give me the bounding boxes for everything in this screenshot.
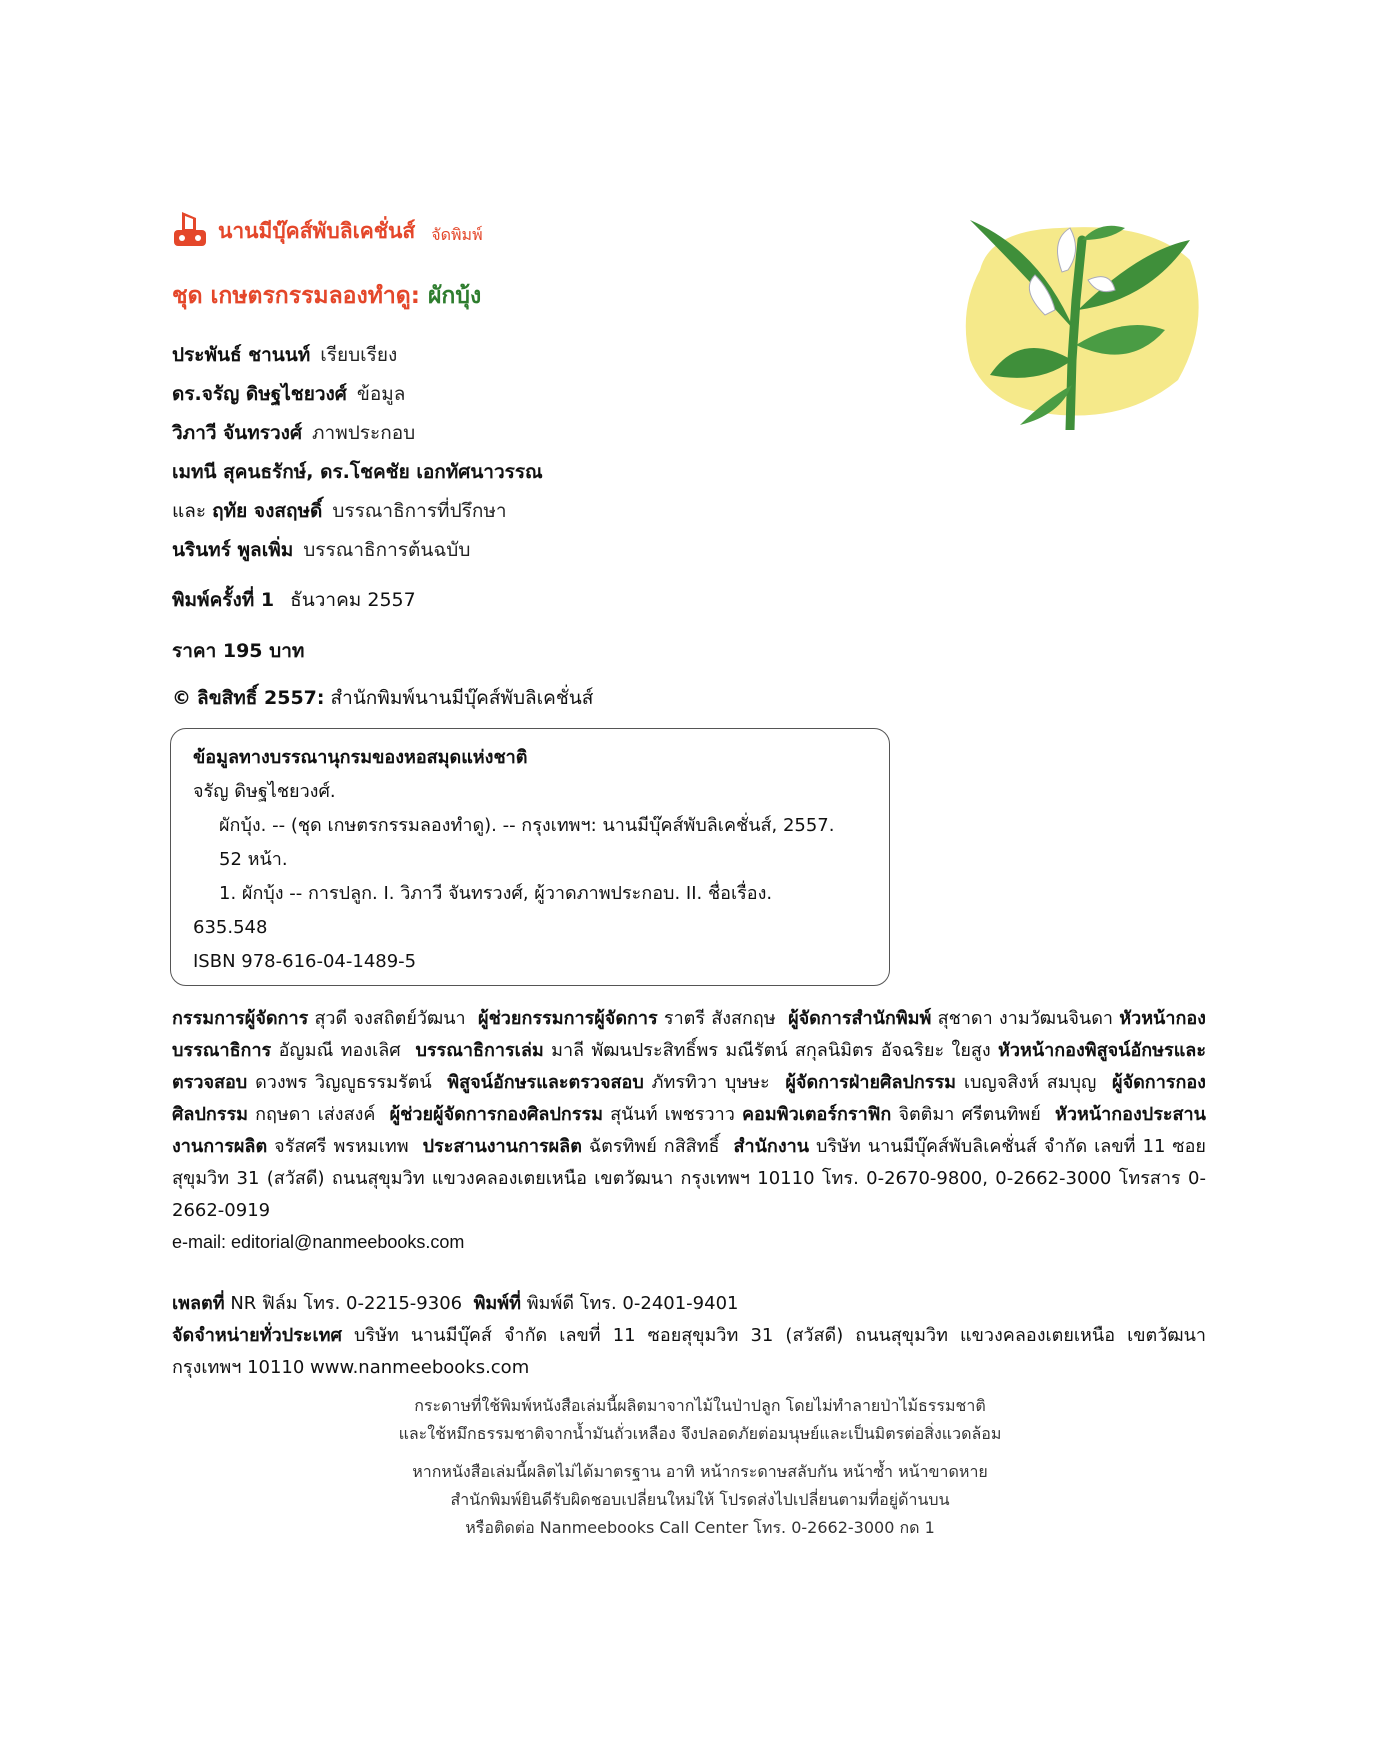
- credit-name: วิภาวี จันทรวงศ์: [172, 422, 303, 444]
- staff-name: จิตติมา ศรีตนทิพย์: [898, 1104, 1041, 1125]
- credit-role: บรรณาธิการต้นฉบับ: [303, 539, 471, 561]
- defect-note-2: สำนักพิมพ์ยินดีรับผิดชอบเปลี่ยนใหม่ให้ โปรดส่งไปเปลี่ยนตามที่อยู่ด้านบน: [450, 1490, 950, 1509]
- credit-row: [172, 375, 543, 414]
- copyright-label: ลิขสิทธิ์ 2557:: [197, 687, 325, 709]
- staff-title: คอมพิวเตอร์กราฟิก: [742, 1104, 892, 1125]
- catalog-author: จรัญ ดิษฐไชยวงศ์.: [193, 781, 336, 802]
- paper-note-2: และใช้หมึกธรรมชาติจากน้ำมันถั่วเหลือง จึงปลอดภัยต่อมนุษย์และเป็นมิตรต่อสิ่งแวดล้อม: [398, 1424, 1002, 1443]
- printing-edition: [172, 585, 416, 615]
- production-info: [172, 1288, 1206, 1384]
- email-address: e-mail: editorial@nanmeebooks.com: [172, 1232, 465, 1252]
- sailboat-logo-icon: [172, 208, 208, 248]
- plate-title: เพลตที่: [172, 1293, 225, 1314]
- footer-notes: [300, 1392, 1100, 1542]
- copyright-holder: สำนักพิมพ์นานมีบุ๊คส์พับลิเคชั่นส์: [330, 687, 594, 709]
- copyright-symbol: ©: [172, 687, 191, 709]
- credit-prefix: และ: [172, 500, 207, 522]
- printer-title: พิมพ์ที่: [473, 1293, 522, 1314]
- staff-title: หัวหน้ากองประสานงานการผลิต: [172, 1104, 1206, 1157]
- staff-list: [172, 1003, 1206, 1227]
- staff-name: ภัทรทิวา บุษษะ: [651, 1072, 770, 1093]
- staff-title: พิสูจน์อักษรและตรวจสอบ: [447, 1072, 644, 1093]
- staff-name: ราตรี สังสกฤษ: [663, 1008, 776, 1029]
- distribution-title: จัดจำหน่ายทั่วประเทศ: [172, 1325, 342, 1346]
- staff-name: สุชาดา งามวัฒนจินดา: [937, 1008, 1114, 1029]
- credit-role: ข้อมูล: [356, 383, 406, 405]
- credit-row: [172, 414, 543, 453]
- staff-title: หัวหน้ากองพิสูจน์อักษรและตรวจสอบ: [172, 1040, 1207, 1093]
- credit-name: ประพันธ์ ชานนท์: [172, 344, 311, 366]
- staff-name: อัญมณี ทองเลิศ: [278, 1040, 401, 1061]
- staff-title: กรรมการผู้จัดการ: [172, 1008, 309, 1029]
- staff-title: ผู้ช่วยกรรมการผู้จัดการ: [478, 1008, 658, 1029]
- catalog-pages: 52 หน้า.: [219, 849, 288, 870]
- series-title: [172, 278, 481, 314]
- publisher-role: จัดพิมพ์: [431, 225, 483, 244]
- printing-date: ธันวาคม 2557: [290, 589, 416, 611]
- staff-title: ประสานงานการผลิต: [422, 1136, 582, 1157]
- staff-name: สุนันท์ เพชรวาว: [610, 1104, 735, 1125]
- catalog-classification: 635.548: [193, 917, 268, 938]
- plate-text: NR ฟิล์ม โทร. 0-2215-9306: [230, 1293, 463, 1314]
- staff-name: จรัสศรี พรหมเทพ: [274, 1136, 409, 1157]
- credit-role: ภาพประกอบ: [312, 422, 416, 444]
- staff-title: หัวหน้ากองบรรณาธิการ: [172, 1008, 1206, 1061]
- credit-row: [172, 336, 543, 375]
- staff-title: ผู้ช่วยผู้จัดการกองศิลปกรรม: [389, 1104, 603, 1125]
- credits-list: [172, 336, 543, 570]
- staff-name: บริษัท นานมีบุ๊คส์พับลิเคชั่นส์ จำกัด เลขที่ 11 ซอยสุขุมวิท 31 (สวัสดี) ถนนสุขุมวิท แขวงคลองเตยเหนือ เขตวัฒนา กรุงเทพฯ 10110 โทร. 0-2670-9800, 0-2662-3000 โทรสาร 0-2662-0919: [172, 1136, 1206, 1221]
- publisher-name: นานมีบุ๊คส์พับลิเคชั่นส์: [218, 219, 416, 243]
- staff-title: บรรณาธิการเล่ม: [415, 1040, 544, 1061]
- book-title: ผักบุ้ง: [427, 283, 482, 309]
- credit-name: ดร.จรัญ ดิษฐไชยวงศ์: [172, 383, 347, 405]
- credit-row: [172, 453, 543, 492]
- printer-text: พิมพ์ดี โทร. 0-2401-9401: [526, 1293, 739, 1314]
- catalog-subjects: 1. ผักบุ้ง -- การปลูก. I. วิภาวี จันทรวงศ์, ผู้วาดภาพประกอบ. II. ชื่อเรื่อง.: [219, 883, 773, 904]
- catalog-title: ข้อมูลทางบรรณานุกรมของหอสมุดแห่งชาติ: [193, 747, 528, 768]
- staff-name: มาลี พัฒนประสิทธิ์พร มณีรัตน์ สกุลนิมิตร อัจฉริยะ ใยสูง: [551, 1040, 991, 1061]
- credit-name: ฤทัย จงสฤษดิ์: [212, 500, 323, 522]
- credit-row: [172, 492, 543, 531]
- credit-name: นรินทร์ พูลเพิ่ม: [172, 539, 294, 561]
- water-spinach-plant-illustration-icon: [950, 210, 1210, 430]
- staff-name: สุวดี จงสถิตย์วัฒนา: [314, 1008, 466, 1029]
- credit-role: เรียบเรียง: [320, 344, 398, 366]
- distribution-text: บริษัท นานมีบุ๊คส์ จำกัด เลขที่ 11 ซอยสุขุมวิท 31 (สวัสดี) ถนนสุขุมวิท แขวงคลองเตยเหนือ เขตวัฒนา กรุงเทพฯ 10110 www.nanmeebooks.com: [172, 1325, 1206, 1378]
- catalog-isbn: ISBN 978-616-04-1489-5: [193, 951, 417, 972]
- price: ราคา 195 บาท: [172, 640, 305, 662]
- staff-name: ดวงพร วิญญูธรรมรัตน์: [255, 1072, 432, 1093]
- staff-title: ผู้จัดการฝ่ายศิลปกรรม: [785, 1072, 956, 1093]
- defect-note-1: หากหนังสือเล่มนี้ผลิตไม่ได้มาตรฐาน อาทิ หน้ากระดาษสลับกัน หน้าซ้ำ หน้าขาดหาย: [412, 1462, 988, 1481]
- printing-label: พิมพ์ครั้งที่ 1: [172, 589, 275, 611]
- catalog-publication: ผักบุ้ง. -- (ชุด เกษตรกรรมลองทำดู). -- กรุงเทพฯ: นานมีบุ๊คส์พับลิเคชั่นส์, 2557.: [219, 815, 835, 836]
- staff-name: กฤษดา เส่งสงค์: [255, 1104, 376, 1125]
- credit-role: บรรณาธิการที่ปรึกษา: [332, 500, 507, 522]
- cataloging-box: [170, 728, 890, 986]
- staff-name: เบญจสิงห์ สมบุญ: [963, 1072, 1097, 1093]
- series-label: ชุด เกษตรกรรมลองทำดู:: [172, 283, 420, 309]
- credit-row: [172, 531, 543, 570]
- paper-note-1: กระดาษที่ใช้พิมพ์หนังสือเล่มนี้ผลิตมาจากไม้ในป่าปลูก โดยไม่ทำลายป่าไม้ธรรมชาติ: [414, 1396, 986, 1415]
- staff-title: สำนักงาน: [733, 1136, 810, 1157]
- staff-name: ฉัตรทิพย์ กสิสิทธิ์: [588, 1136, 720, 1157]
- defect-note-3: หรือติดต่อ Nanmeebooks Call Center โทร. 0-2662-3000 กด 1: [465, 1518, 935, 1537]
- publisher-header: [172, 208, 483, 248]
- copyright-line: [172, 683, 593, 713]
- staff-title: ผู้จัดการกองศิลปกรรม: [172, 1072, 1206, 1125]
- staff-title: ผู้จัดการสำนักพิมพ์: [788, 1008, 932, 1029]
- credit-name: เมทนี สุคนธรักษ์, ดร.โชคชัย เอกทัศนาวรรณ: [172, 461, 543, 483]
